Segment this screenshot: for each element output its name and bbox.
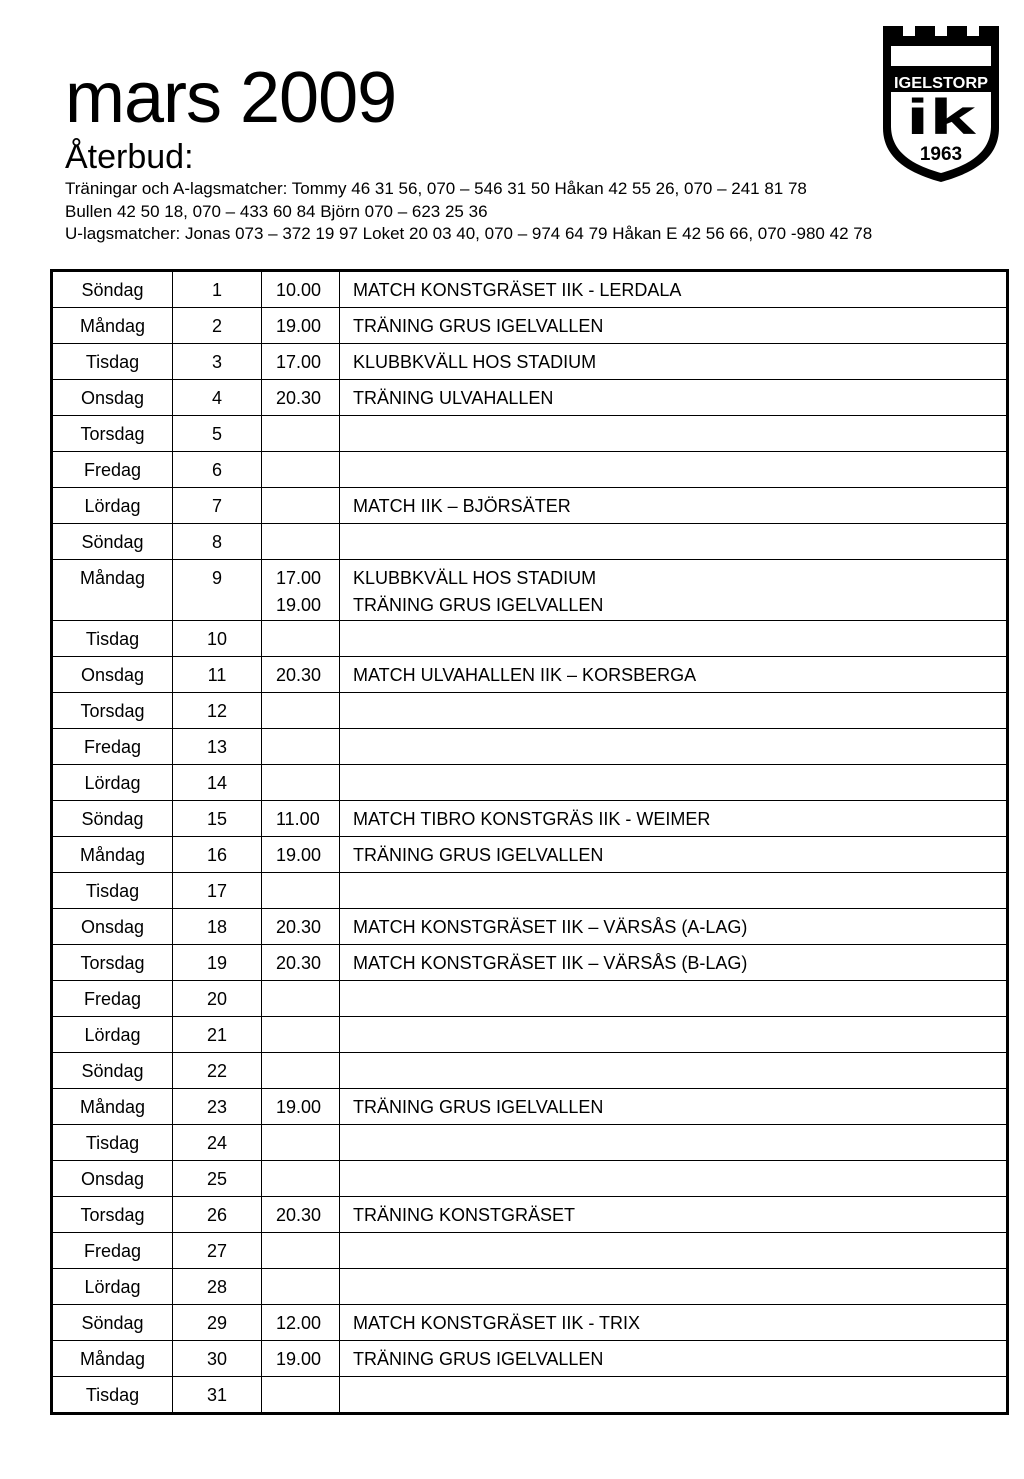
date-cell: 10 — [173, 621, 262, 657]
time-cell — [262, 380, 340, 416]
table-row — [52, 909, 1008, 945]
date-cell: 1 — [173, 271, 262, 308]
time-cell — [262, 801, 340, 837]
table-row — [52, 308, 1008, 344]
weekday-cell: Torsdag — [52, 945, 173, 981]
weekday-cell: Tisdag — [52, 621, 173, 657]
time-cell — [262, 1089, 340, 1125]
event-cell — [340, 452, 1008, 488]
time-cell — [262, 416, 340, 452]
time-value: 11.00 — [276, 809, 320, 829]
weekday-cell: Måndag — [52, 560, 173, 621]
time-value: 20.30 — [276, 665, 322, 685]
date-cell: 19 — [173, 945, 262, 981]
event-cell — [340, 1161, 1008, 1197]
document-header — [65, 58, 1005, 246]
event-value: KLUBBKVÄLL HOS STADIUM — [353, 568, 597, 588]
event-cell — [340, 380, 1008, 416]
date-cell: 25 — [173, 1161, 262, 1197]
date-cell: 20 — [173, 981, 262, 1017]
time-cell — [262, 1305, 340, 1341]
contact-line: Bullen 42 50 18, 070 – 433 60 84 Björn 070 – 623 25 36 — [65, 201, 488, 221]
weekday-cell: Torsdag — [52, 693, 173, 729]
time-cell — [262, 524, 340, 560]
table-row — [52, 873, 1008, 909]
table-row — [52, 1377, 1008, 1414]
time-cell — [262, 981, 340, 1017]
club-logo — [880, 22, 1002, 184]
event-cell — [340, 560, 1008, 621]
event-value: MATCH KONSTGRÄSET IIK - LERDALA — [353, 280, 682, 300]
event-cell — [340, 1053, 1008, 1089]
time-value: 10.00 — [276, 280, 322, 300]
weekday-cell: Söndag — [52, 524, 173, 560]
date-cell: 16 — [173, 837, 262, 873]
table-row — [52, 1089, 1008, 1125]
date-cell: 21 — [173, 1017, 262, 1053]
weekday-cell: Fredag — [52, 729, 173, 765]
weekday-cell: Lördag — [52, 488, 173, 524]
event-cell — [340, 801, 1008, 837]
table-row — [52, 1197, 1008, 1233]
weekday-cell: Fredag — [52, 981, 173, 1017]
event-cell — [340, 981, 1008, 1017]
event-value: MATCH ULVAHALLEN IIK – KORSBERGA — [353, 665, 697, 685]
time-cell — [262, 1233, 340, 1269]
date-cell: 22 — [173, 1053, 262, 1089]
date-cell: 26 — [173, 1197, 262, 1233]
date-cell: 6 — [173, 452, 262, 488]
date-cell: 28 — [173, 1269, 262, 1305]
event-cell — [340, 1197, 1008, 1233]
table-row — [52, 801, 1008, 837]
weekday-cell: Söndag — [52, 1053, 173, 1089]
time-cell — [262, 271, 340, 308]
event-cell — [340, 488, 1008, 524]
table-row — [52, 1125, 1008, 1161]
weekday-cell: Lördag — [52, 1017, 173, 1053]
table-row — [52, 416, 1008, 452]
time-cell — [262, 1269, 340, 1305]
weekday-cell: Söndag — [52, 1305, 173, 1341]
event-cell — [340, 945, 1008, 981]
event-cell — [340, 729, 1008, 765]
time-cell — [262, 909, 340, 945]
time-value: 17.00 — [276, 352, 322, 372]
time-cell — [262, 1053, 340, 1089]
event-cell — [340, 693, 1008, 729]
event-value: MATCH KONSTGRÄSET IIK – VÄRSÅS (B-LAG) — [353, 953, 748, 973]
time-cell — [262, 1161, 340, 1197]
date-cell: 9 — [173, 560, 262, 621]
table-row — [52, 1269, 1008, 1305]
event-cell — [340, 344, 1008, 380]
date-cell: 18 — [173, 909, 262, 945]
event-cell — [340, 1377, 1008, 1414]
date-cell: 3 — [173, 344, 262, 380]
time-value: 19.00 — [276, 845, 322, 865]
weekday-cell: Torsdag — [52, 416, 173, 452]
event-cell — [340, 765, 1008, 801]
date-cell: 2 — [173, 308, 262, 344]
event-value: TRÄNING GRUS IGELVALLEN — [353, 1097, 604, 1117]
event-value: TRÄNING KONSTGRÄSET — [353, 1205, 576, 1225]
schedule-table — [50, 269, 1009, 1415]
logo-year: 1963 — [919, 144, 963, 165]
date-cell: 30 — [173, 1341, 262, 1377]
table-row — [52, 560, 1008, 621]
page-title: mars 2009 — [65, 58, 397, 138]
event-cell — [340, 1017, 1008, 1053]
event-cell — [340, 873, 1008, 909]
date-cell: 29 — [173, 1305, 262, 1341]
table-row — [52, 693, 1008, 729]
weekday-cell: Måndag — [52, 1341, 173, 1377]
event-cell — [340, 657, 1008, 693]
date-cell: 7 — [173, 488, 262, 524]
weekday-cell: Onsdag — [52, 909, 173, 945]
table-row — [52, 981, 1008, 1017]
time-cell — [262, 945, 340, 981]
time-cell — [262, 765, 340, 801]
event-value: MATCH TIBRO KONSTGRÄS IIK - WEIMER — [353, 809, 711, 829]
weekday-cell: Onsdag — [52, 657, 173, 693]
table-row — [52, 729, 1008, 765]
time-value: 19.00 — [276, 316, 322, 336]
time-value: 20.30 — [276, 953, 322, 973]
table-row — [52, 1341, 1008, 1377]
table-row — [52, 1305, 1008, 1341]
weekday-cell: Söndag — [52, 801, 173, 837]
table-row — [52, 524, 1008, 560]
weekday-cell: Fredag — [52, 1233, 173, 1269]
date-cell: 31 — [173, 1377, 262, 1414]
time-cell — [262, 1197, 340, 1233]
table-row — [52, 837, 1008, 873]
event-cell — [340, 416, 1008, 452]
event-cell — [340, 1089, 1008, 1125]
time-cell — [262, 560, 340, 621]
time-cell — [262, 693, 340, 729]
weekday-cell: Lördag — [52, 1269, 173, 1305]
weekday-cell: Tisdag — [52, 1377, 173, 1414]
event-value: TRÄNING GRUS IGELVALLEN — [353, 595, 604, 615]
date-cell: 17 — [173, 873, 262, 909]
time-cell — [262, 873, 340, 909]
time-cell — [262, 308, 340, 344]
table-row — [52, 1053, 1008, 1089]
time-cell — [262, 452, 340, 488]
time-value — [276, 493, 339, 520]
event-value: MATCH KONSTGRÄSET IIK - TRIX — [353, 1313, 641, 1333]
weekday-cell: Måndag — [52, 1089, 173, 1125]
contact-line: U-lagsmatcher: Jonas 073 – 372 19 97 Loket 20 03 40, 070 – 974 64 79 Håkan E 42 56 66, 070 -980 42 78 — [65, 224, 873, 243]
weekday-cell: Tisdag — [52, 873, 173, 909]
time-value: 20.30 — [276, 917, 322, 937]
time-cell — [262, 657, 340, 693]
time-value: 17.00 — [276, 568, 322, 588]
date-cell: 8 — [173, 524, 262, 560]
table-row — [52, 765, 1008, 801]
event-value: TRÄNING GRUS IGELVALLEN — [353, 845, 604, 865]
table-row — [52, 621, 1008, 657]
date-cell: 12 — [173, 693, 262, 729]
date-cell: 24 — [173, 1125, 262, 1161]
table-row — [52, 945, 1008, 981]
time-cell — [262, 837, 340, 873]
event-value: MATCH IIK – BJÖRSÄTER — [353, 496, 571, 516]
date-cell: 15 — [173, 801, 262, 837]
time-value: 19.00 — [276, 1349, 322, 1369]
table-row — [52, 380, 1008, 416]
time-cell — [262, 1341, 340, 1377]
weekday-cell: Onsdag — [52, 1161, 173, 1197]
weekday-cell: Fredag — [52, 452, 173, 488]
event-cell — [340, 1341, 1008, 1377]
weekday-cell: Söndag — [52, 271, 173, 308]
time-value: 19.00 — [276, 595, 322, 615]
event-cell — [340, 308, 1008, 344]
time-cell — [262, 488, 340, 524]
date-cell: 23 — [173, 1089, 262, 1125]
weekday-cell: Måndag — [52, 308, 173, 344]
event-cell — [340, 837, 1008, 873]
weekday-cell: Tisdag — [52, 344, 173, 380]
date-cell: 4 — [173, 380, 262, 416]
table-row — [52, 657, 1008, 693]
date-cell: 5 — [173, 416, 262, 452]
contact-line: Träningar och A-lagsmatcher: Tommy 46 31 56, 070 – 546 31 50 Håkan 42 55 26, 070 – 241 81 78 — [65, 179, 807, 198]
table-row — [52, 1233, 1008, 1269]
weekday-cell: Tisdag — [52, 1125, 173, 1161]
event-cell — [340, 1269, 1008, 1305]
table-row — [52, 271, 1008, 308]
subtitle: Återbud: — [65, 138, 194, 176]
logo-club-name: IGELSTORP — [894, 75, 988, 92]
date-cell: 27 — [173, 1233, 262, 1269]
time-value: 19.00 — [276, 1097, 322, 1117]
event-cell — [340, 1305, 1008, 1341]
event-value: TRÄNING ULVAHALLEN — [353, 388, 554, 408]
weekday-cell: Torsdag — [52, 1197, 173, 1233]
time-cell — [262, 1017, 340, 1053]
time-cell — [262, 344, 340, 380]
event-cell — [340, 524, 1008, 560]
event-cell — [340, 909, 1008, 945]
time-value: 20.30 — [276, 388, 322, 408]
date-cell: 13 — [173, 729, 262, 765]
time-value: 12.00 — [276, 1313, 322, 1333]
table-row — [52, 344, 1008, 380]
time-cell — [262, 729, 340, 765]
time-cell — [262, 1125, 340, 1161]
event-value: MATCH KONSTGRÄSET IIK – VÄRSÅS (A-LAG) — [353, 917, 748, 937]
event-value: TRÄNING GRUS IGELVALLEN — [353, 1349, 604, 1369]
date-cell: 11 — [173, 657, 262, 693]
table-row — [52, 452, 1008, 488]
event-value: KLUBBKVÄLL HOS STADIUM — [353, 352, 597, 372]
event-cell — [340, 271, 1008, 308]
event-cell — [340, 1233, 1008, 1269]
time-cell — [262, 1377, 340, 1414]
weekday-cell: Måndag — [52, 837, 173, 873]
event-cell — [340, 1125, 1008, 1161]
weekday-cell: Lördag — [52, 765, 173, 801]
weekday-cell: Onsdag — [52, 380, 173, 416]
date-cell: 14 — [173, 765, 262, 801]
schedule-body — [52, 271, 1008, 1414]
event-cell — [340, 621, 1008, 657]
table-row — [52, 1161, 1008, 1197]
time-cell — [262, 621, 340, 657]
time-value: 20.30 — [276, 1205, 322, 1225]
table-row — [52, 488, 1008, 524]
logo-initials: ik — [906, 89, 977, 145]
event-value: TRÄNING GRUS IGELVALLEN — [353, 316, 604, 336]
table-row — [52, 1017, 1008, 1053]
